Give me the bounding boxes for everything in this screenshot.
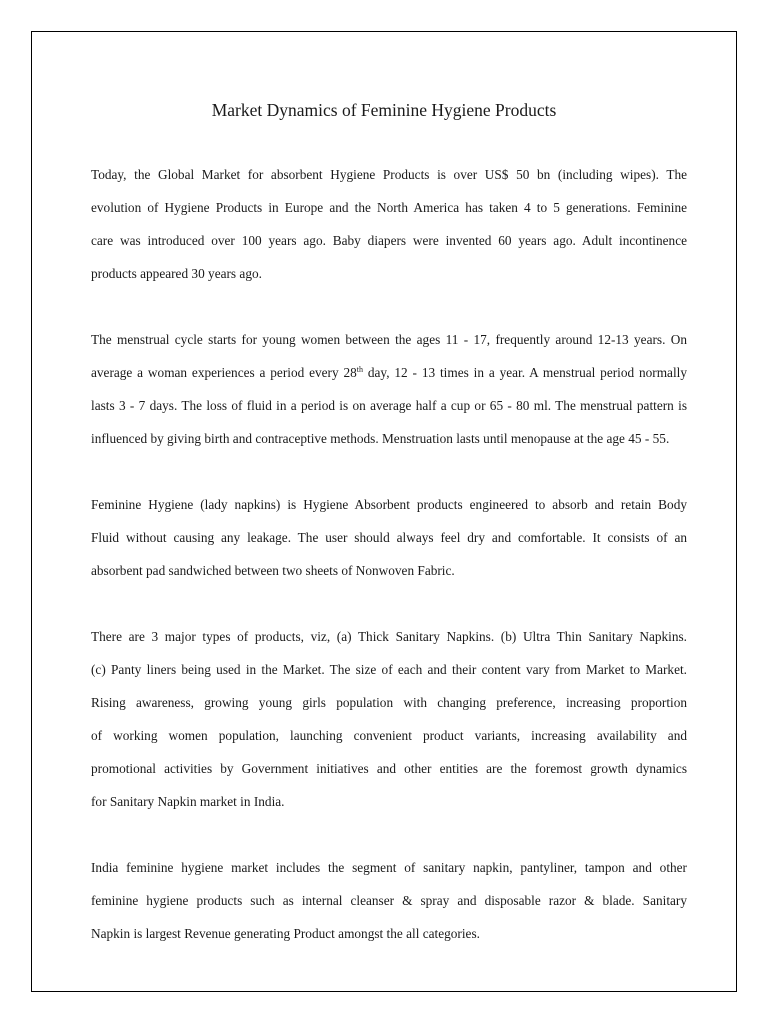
paragraph-line: There are 3 major types of products, viz, (a) Thick Sanitary Napkins. (b) Ultra Thin Sanitary Napkins. bbox=[91, 629, 687, 644]
document-title: Market Dynamics of Feminine Hygiene Products bbox=[211, 100, 557, 120]
paragraph-line: lasts 3 - 7 days. The loss of fluid in a period is on average half a cup or 65 - 80 ml. The menstrual pattern is bbox=[91, 398, 687, 413]
paragraph-line: feminine hygiene products such as internal cleanser & spray and disposable razor & blade. Sanitary bbox=[91, 893, 687, 908]
document-body bbox=[91, 158, 687, 950]
paragraph-line: (c) Panty liners being used in the Market. The size of each and their content vary from Market to Market. bbox=[91, 662, 687, 677]
paragraph-line: promotional activities by Government initiatives and other entities are the foremost growth dynamics bbox=[91, 761, 687, 776]
paragraph-line bbox=[91, 356, 687, 389]
body-paragraph bbox=[91, 158, 687, 290]
body-paragraph bbox=[91, 620, 687, 818]
paragraph-line: Napkin is largest Revenue generating Product amongst the all categories. bbox=[91, 926, 480, 941]
paragraph-line: Fluid without causing any leakage. The user should always feel dry and comfortable. It consists of an bbox=[91, 530, 687, 545]
paragraph-line: Rising awareness, growing young girls population with changing preference, increasing proportion bbox=[91, 695, 687, 710]
paragraph-line: of working women population, launching convenient product variants, increasing availability and bbox=[91, 728, 687, 743]
body-paragraph bbox=[91, 851, 687, 950]
paragraph-line: absorbent pad sandwiched between two sheets of Nonwoven Fabric. bbox=[91, 563, 455, 578]
paragraph-line: for Sanitary Napkin market in India. bbox=[91, 794, 285, 809]
paragraph-line: The menstrual cycle starts for young women between the ages 11 - 17, frequently around 12-13 years. On bbox=[91, 332, 687, 347]
ordinal-suffix: th bbox=[356, 365, 364, 374]
paragraph-line: Feminine Hygiene (lady napkins) is Hygiene Absorbent products engineered to absorb and retain Body bbox=[91, 497, 687, 512]
paragraph-line: influenced by giving birth and contraceptive methods. Menstruation lasts until menopause at the age 45 - 55. bbox=[91, 431, 670, 446]
line-text: average a woman experiences a period every 28 bbox=[91, 365, 357, 380]
body-paragraph bbox=[91, 488, 687, 587]
paragraph-line: products appeared 30 years ago. bbox=[91, 266, 262, 281]
paragraph-line: evolution of Hygiene Products in Europe and the North America has taken 4 to 5 generations. Feminine bbox=[91, 200, 687, 215]
paragraph-line: Today, the Global Market for absorbent Hygiene Products is over US$ 50 bn (including wipes). The bbox=[91, 167, 687, 182]
paragraph-line: India feminine hygiene market includes the segment of sanitary napkin, pantyliner, tampon and other bbox=[91, 860, 687, 875]
body-paragraph bbox=[91, 323, 687, 455]
line-text: day, 12 - 13 times in a year. A menstrual period normally bbox=[363, 365, 687, 380]
paragraph-line: care was introduced over 100 years ago. Baby diapers were invented 60 years ago. Adult incontinence bbox=[91, 233, 687, 248]
